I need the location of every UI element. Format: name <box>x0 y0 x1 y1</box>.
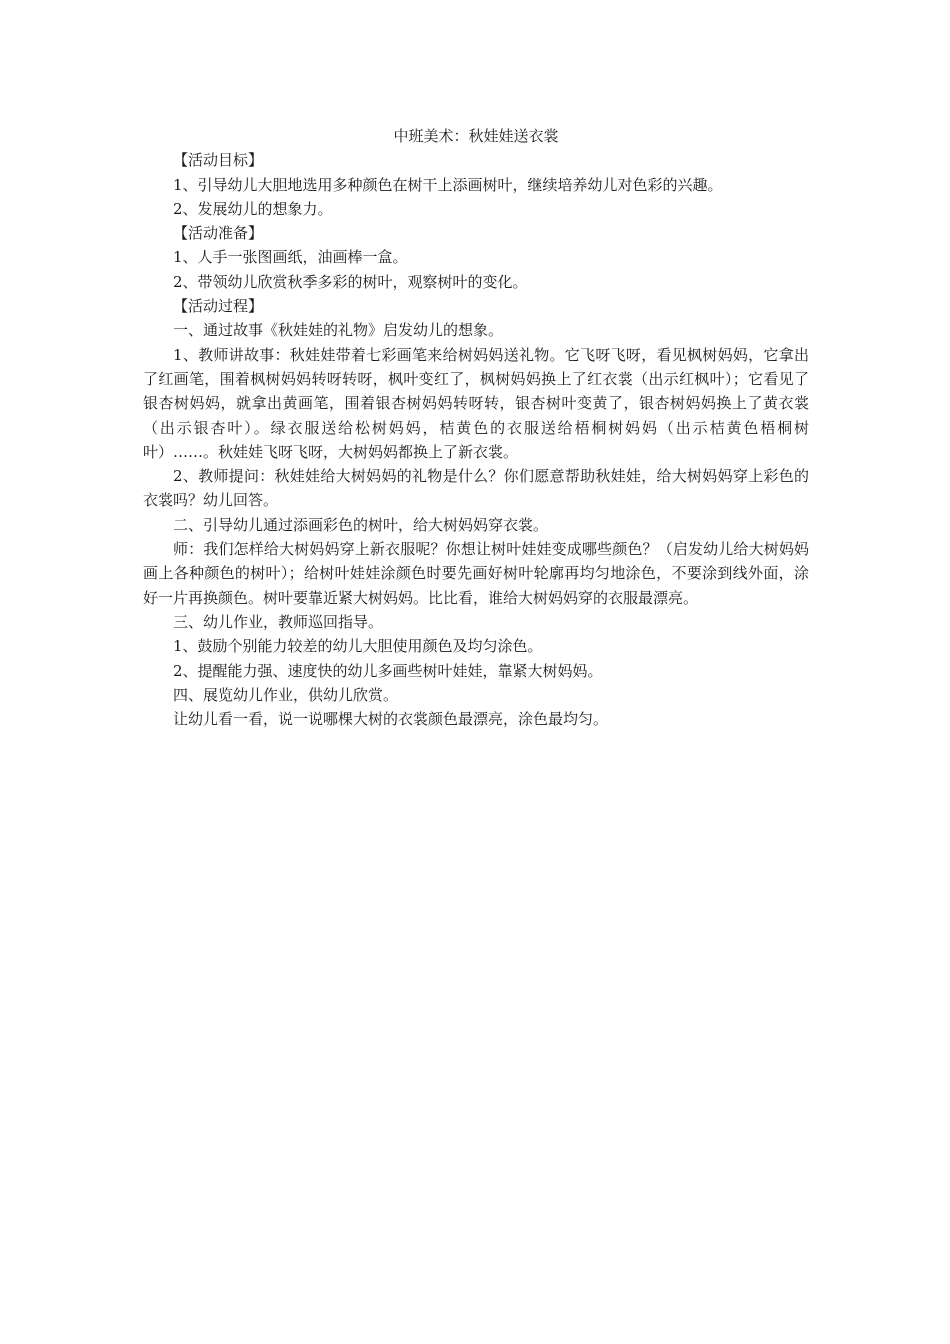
process-paragraph: 1、教师讲故事：秋娃娃带着七彩画笔来给树妈妈送礼物。它飞呀飞呀，看见枫树妈妈，它拿出了红画笔，围着枫树妈妈转呀转呀，枫叶变红了，枫树妈妈换上了红衣裳（出示红枫叶）；它看见了银杏树妈妈，就拿出黄画笔，围着银杏树妈妈转呀转，银杏树叶变黄了，银杏树妈妈换上了黄衣裳（出示银杏叶）。绿衣服送给松树妈妈，桔黄色的衣服送给梧桐树妈妈（出示桔黄色梧桐树叶）……。秋娃娃飞呀飞呀，大树妈妈都换上了新衣裳。 <box>143 345 809 461</box>
goal-item: 1、引导幼儿大胆地选用多种颜色在树干上添画树叶，继续培养幼儿对色彩的兴趣。 <box>173 175 723 194</box>
process-step: 四、展览幼儿作业，供幼儿欣赏。 <box>173 685 399 704</box>
process-step: 一、通过故事《秋娃娃的礼物》启发幼儿的想象。 <box>173 321 504 340</box>
prep-item: 1、人手一张图画纸，油画棒一盒。 <box>173 248 408 267</box>
prep-heading: 【活动准备】 <box>173 224 264 243</box>
process-step: 二、引导幼儿通过添画彩色的树叶，给大树妈妈穿衣裳。 <box>173 515 549 534</box>
goals-heading: 【活动目标】 <box>173 151 264 170</box>
prep-item: 2、带领幼儿欣赏秋季多彩的树叶，观察树叶的变化。 <box>173 272 528 291</box>
process-heading: 【活动过程】 <box>173 297 264 316</box>
process-paragraph: 师：我们怎样给大树妈妈穿上新衣服呢？你想让树叶娃娃变成哪些颜色？（启发幼儿给大树妈妈画上各种颜色的树叶）；给树叶娃娃涂颜色时要先画好树叶轮廓再均匀地涂色，不要涂到线外面，涂好一片再换颜色。树叶要靠近紧大树妈妈。比比看，谁给大树妈妈穿的衣服最漂亮。 <box>143 540 809 607</box>
process-paragraph: 2、提醒能力强、速度快的幼儿多画些树叶娃娃，靠紧大树妈妈。 <box>173 661 603 680</box>
process-paragraph: 让幼儿看一看，说一说哪棵大树的衣裳颜色最漂亮，涂色最均匀。 <box>173 710 609 729</box>
process-step: 三、幼儿作业，教师巡回指导。 <box>173 612 384 631</box>
document-title: 中班美术：秋娃娃送衣裳 <box>393 127 559 145</box>
process-paragraph: 2、教师提问：秋娃娃给大树妈妈的礼物是什么？你们愿意帮助秋娃娃，给大树妈妈穿上彩色的衣裳吗？幼儿回答。 <box>143 467 809 510</box>
goal-item: 2、发展幼儿的想象力。 <box>173 199 333 218</box>
document-page <box>143 124 809 731</box>
process-paragraph: 1、鼓励个别能力较差的幼儿大胆使用颜色及均匀涂色。 <box>173 637 543 656</box>
